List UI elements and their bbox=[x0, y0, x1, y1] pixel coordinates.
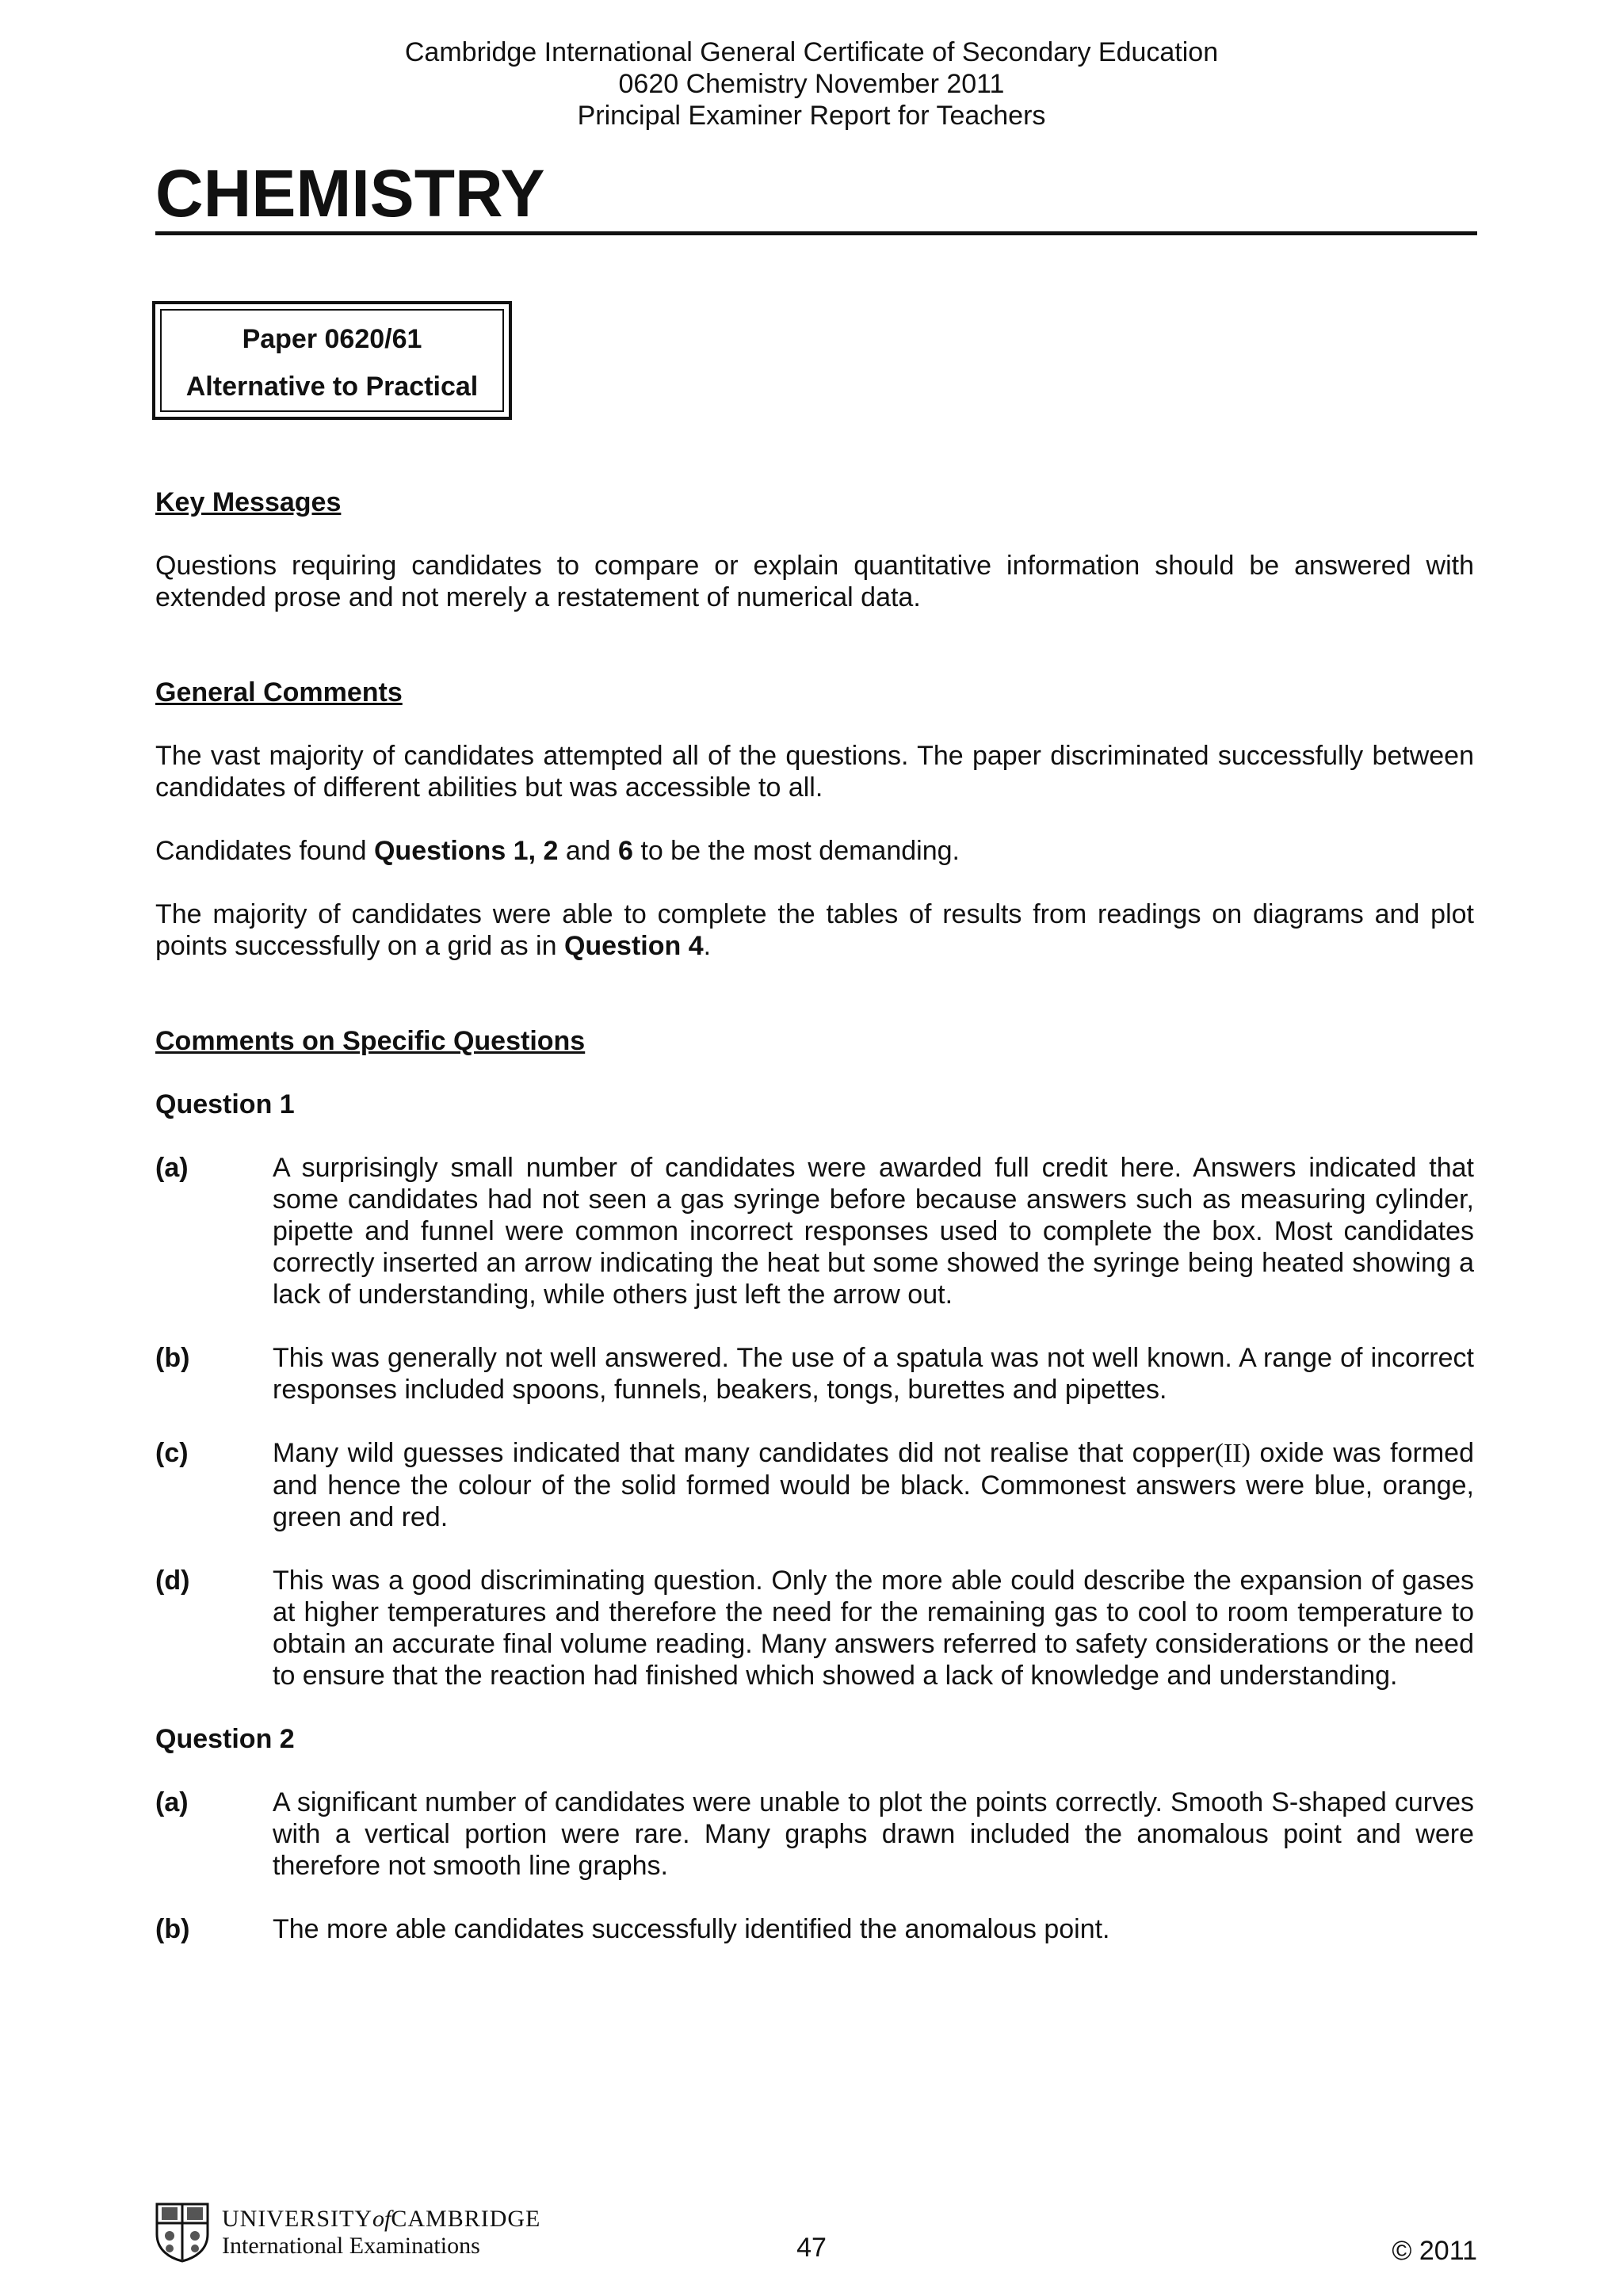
logo-line-1 bbox=[222, 2206, 540, 2233]
logo-university: UNIVERSITY bbox=[222, 2206, 372, 2232]
item-label: (a) bbox=[155, 1787, 189, 1817]
item-label: (a) bbox=[155, 1153, 189, 1183]
item-label: (d) bbox=[155, 1566, 190, 1596]
general-comments-paragraph-3 bbox=[155, 898, 1474, 962]
c-text-start: Many wild guesses indicated that many candidates did not realise that copper bbox=[273, 1438, 1215, 1468]
paper-info-box-inner bbox=[160, 309, 504, 412]
p2-text-start: Candidates found bbox=[155, 836, 374, 866]
report-header bbox=[0, 36, 1623, 132]
logo-of: of bbox=[372, 2206, 391, 2232]
paper-code: Paper 0620/61 bbox=[242, 324, 422, 354]
p2-text-mid: and bbox=[558, 836, 619, 866]
item-label: (b) bbox=[155, 1343, 190, 1373]
item-label: (c) bbox=[155, 1438, 189, 1468]
item-text: The more able candidates successfully identified the anomalous point. bbox=[273, 1914, 1110, 1944]
question-1a bbox=[155, 1152, 1474, 1310]
p2-question-6-ref: 6 bbox=[618, 836, 633, 866]
question-1b bbox=[155, 1342, 1474, 1405]
key-messages-text: Questions requiring candidates to compare or explain quantitative information should be answered with extended prose and not merely a restatement of numerical data. bbox=[155, 551, 1474, 612]
header-line-3: Principal Examiner Report for Teachers bbox=[577, 101, 1046, 131]
document-title: CHEMISTRY bbox=[155, 156, 545, 231]
logo-cambridge: CAMBRIDGE bbox=[391, 2206, 541, 2232]
item-text: This was a good discriminating question. Only the more able could describe the expansion of gases at higher temperatures and therefore the need for the remaining gas to cool to room temperature to obtain an accurate final volume reading. Many answers referred to safety considerations or the need to ensure that the reaction had finished which showed a lack of knowledge and understanding. bbox=[273, 1566, 1474, 1691]
logo-line-2: International Examinations bbox=[222, 2233, 480, 2259]
paper-info-box bbox=[152, 301, 512, 420]
p3-text-start: The majority of candidates were able to complete the tables of results from readings on diagrams and plot points successfully on a grid as in bbox=[155, 899, 1474, 961]
question-2a bbox=[155, 1787, 1474, 1882]
general-comments-heading: General Comments bbox=[155, 677, 403, 707]
question-2-title: Question 2 bbox=[155, 1724, 295, 1754]
title-rule bbox=[155, 231, 1477, 235]
oxidation-state: (II) bbox=[1214, 1439, 1251, 1468]
item-label: (b) bbox=[155, 1914, 190, 1944]
p2-text-end: to be the most demanding. bbox=[632, 836, 960, 866]
key-messages-heading: Key Messages bbox=[155, 487, 342, 517]
paper-name: Alternative to Practical bbox=[185, 372, 479, 402]
question-1d bbox=[155, 1565, 1474, 1691]
copyright: © 2011 bbox=[1392, 2236, 1477, 2266]
specific-comments-heading: Comments on Specific Questions bbox=[155, 1026, 586, 1056]
item-text: This was generally not well answered. The use of a spatula was not well known. A range of incorrect responses included spoons, funnels, beakers, tongs, burettes and pipettes. bbox=[273, 1343, 1474, 1405]
p3-question-4-ref: Question 4 bbox=[563, 931, 704, 961]
header-line-2: 0620 Chemistry November 2011 bbox=[618, 69, 1005, 99]
item-text: A surprisingly small number of candidates were awarded full credit here. Answers indicated that some candidates had not seen a gas syringe before because answers such as measuring cylinder, pipette and funnel were common incorrect responses used to complete the box. Most candidates correctly inserted an arrow indicating the heat but some showed the syringe being heated showing a lack of understanding, while others just left the arrow out. bbox=[273, 1153, 1474, 1310]
report-body bbox=[155, 486, 1474, 1945]
item-text bbox=[273, 1437, 1474, 1533]
p3-text-end: . bbox=[703, 931, 712, 961]
general-comments-paragraph-1: The vast majority of candidates attempted all of the questions. The paper discriminated successfully between candidates of different abilities but was accessible to all. bbox=[155, 741, 1474, 803]
question-2b bbox=[155, 1913, 1474, 1945]
header-line-1: Cambridge International General Certificate of Secondary Education bbox=[404, 37, 1219, 67]
question-1-title: Question 1 bbox=[155, 1089, 295, 1119]
c-text-end: oxide was formed and hence the colour of the solid formed would be black. Commonest answers were blue, orange, green and red. bbox=[273, 1438, 1474, 1532]
general-comments-paragraph-2 bbox=[155, 835, 1474, 867]
p2-questions-ref: Questions 1, 2 bbox=[373, 836, 559, 866]
item-text: A significant number of candidates were unable to plot the points correctly. Smooth S-shaped curves with a vertical portion were rare. Many graphs drawn included the anomalous point and were therefore not smooth line graphs. bbox=[273, 1787, 1474, 1881]
page-number: 47 bbox=[796, 2233, 827, 2263]
question-1c bbox=[155, 1437, 1474, 1533]
